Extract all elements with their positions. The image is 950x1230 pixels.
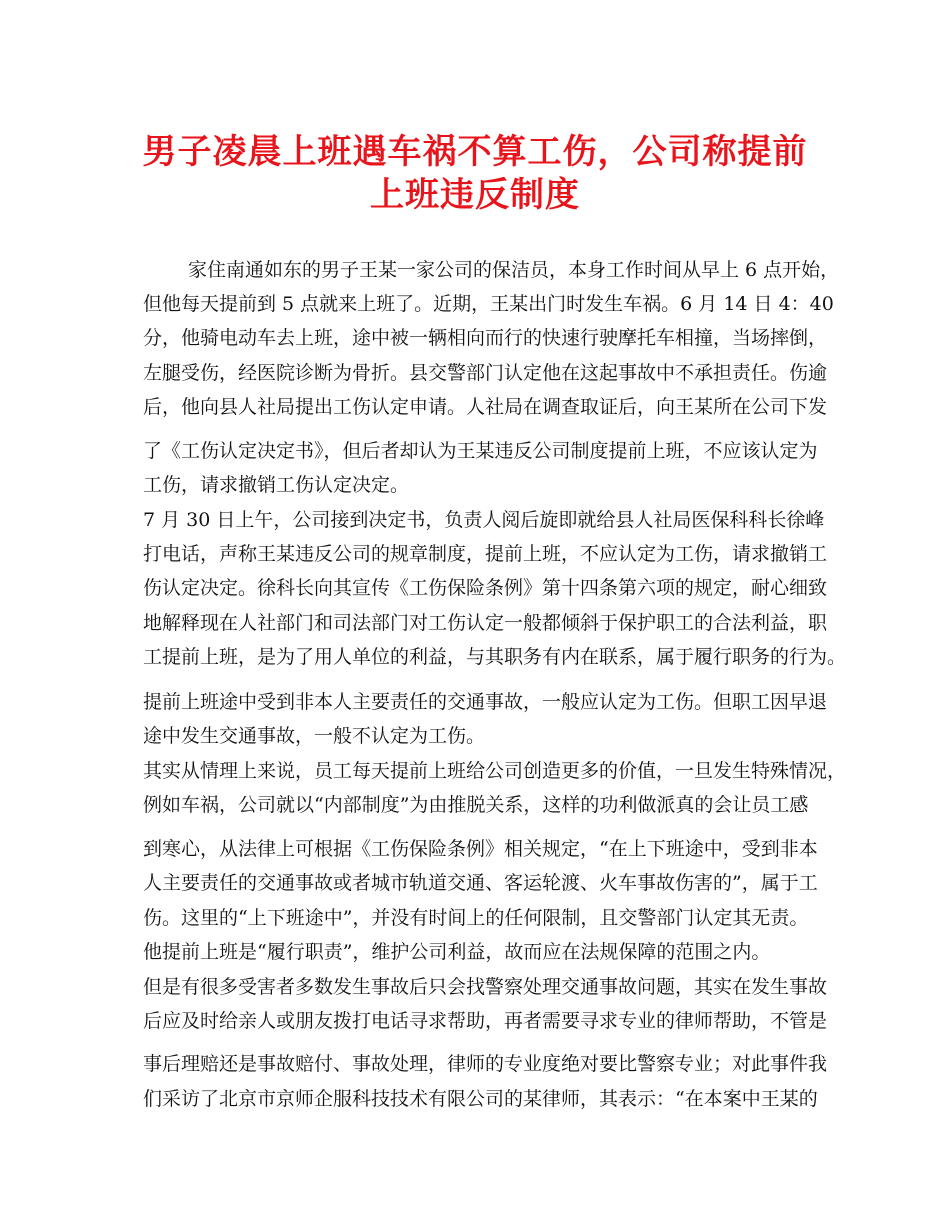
paragraph-line: 例如车祸，公司就以“内部制度”为由推脱关系，这样的功利做派真的会让员工感 bbox=[143, 794, 809, 816]
paragraph-line: 工提前上班，是为了用人单位的利益，与其职务有内在联系，属于履行职务的行为。 bbox=[143, 646, 847, 668]
paragraph-line: 人主要责任的交通事故或者城市轨道交通、客运轮渡、火车事故伤害的”，属于工 bbox=[143, 872, 818, 894]
paragraph-line: 后应及时给亲人或朋友拨打电话寻求帮助，再者需要寻求专业的律师帮助，不管是 bbox=[143, 1010, 828, 1032]
paragraph-line: 左腿受伤，经医院诊断为骨折。县交警部门认定他在这起事故中不承担责任。伤逾 bbox=[143, 362, 828, 384]
paragraph-line: 他提前上班是“履行职责”，维护公司利益，故而应在法规保障的范围之内。 bbox=[143, 941, 771, 963]
paragraph-line: 伤认定决定。徐科长向其宣传《工伤保险条例》第十四条第六项的规定，耐心细致 bbox=[143, 577, 828, 599]
paragraph-line: 后，他向县人社局提出工伤认定申请。人社局在调查取证后，向王某所在公司下发 bbox=[143, 396, 828, 418]
paragraph-line: 事后理赔还是事故赔付、事故处理，律师的专业度绝对要比警察专业；对此事件我 bbox=[143, 1053, 828, 1075]
paragraph-line: 地解释现在人社部门和司法部门对工伤认定一般都倾斜于保护职工的合法利益，职 bbox=[143, 612, 828, 634]
paragraph-line: 分，他骑电动车去上班，途中被一辆相向而行的快速行驶摩托车相撞，当场摔倒， bbox=[143, 327, 828, 349]
paragraph-line: 但是有很多受害者多数发生事故后只会找警察处理交通事故问题，其实在发生事故 bbox=[143, 976, 828, 998]
paragraph-line: 到寒心，从法律上可根据《工伤保险条例》相关规定，“在上下班途中，受到非本 bbox=[143, 838, 818, 860]
paragraph-line: 提前上班途中受到非本人主要责任的交通事故，一般应认定为工伤。但职工因早退 bbox=[143, 691, 828, 713]
paragraph-line: 了《工伤认定决定书》，但后者却认为王某违反公司制度提前上班，不应该认定为 bbox=[143, 440, 818, 462]
article-title-line-1: 男子凌晨上班遇车祸不算工伤，公司称提前 bbox=[142, 132, 808, 172]
paragraph-line: 伤。这里的“上下班途中”，并没有时间上的任何限制，且交警部门认定其无责。 bbox=[143, 907, 809, 929]
paragraph-line: 工伤，请求撤销工伤认定决定。 bbox=[143, 474, 410, 496]
article-title-line-2: 上班违反制度 bbox=[370, 175, 580, 215]
paragraph-line: 7 月 30 日上午，公司接到决定书，负责人阅后旋即就给县人社局医保科科长徐峰 bbox=[143, 509, 825, 531]
paragraph-line: 途中发生交通事故，一般不认定为工伤。 bbox=[143, 725, 486, 747]
paragraph-line: 家住南通如东的男子王某一家公司的保洁员，本身工作时间从早上 6 点开始， bbox=[188, 259, 840, 281]
paragraph-line: 但他每天提前到 5 点就来上班了。近期，王某出门时发生车祸。6 月 14 日 4：40 bbox=[143, 293, 834, 315]
paragraph-line: 其实从情理上来说，员工每天提前上班给公司创造更多的价值，一旦发生特殊情况， bbox=[143, 760, 847, 782]
paragraph-line: 打电话，声称王某违反公司的规章制度，提前上班，不应认定为工伤，请求撤销工 bbox=[143, 543, 828, 565]
paragraph-line: 们采访了北京市京师企服科技技术有限公司的某律师，其表示：“在本案中王某的 bbox=[143, 1088, 818, 1110]
